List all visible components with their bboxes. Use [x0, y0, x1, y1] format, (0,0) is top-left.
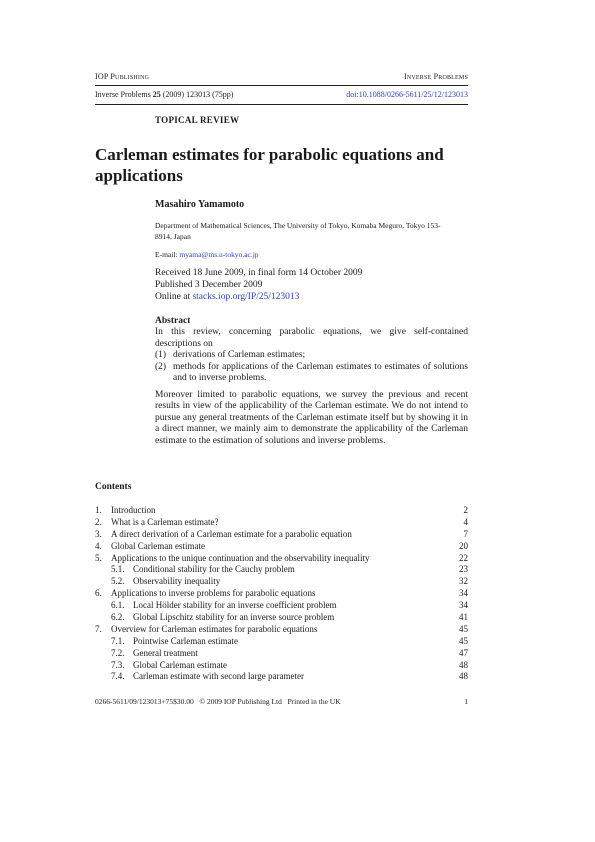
toc-page: 45: [459, 635, 468, 646]
section-label: TOPICAL REVIEW: [155, 115, 240, 125]
abstract-body: [155, 327, 468, 447]
publisher-name: IOP Publishing: [95, 72, 150, 81]
toc-page: 22: [459, 552, 468, 563]
toc-page: 48: [459, 671, 468, 682]
toc-subentry[interactable]: [95, 576, 468, 588]
toc-title: Observability inequality: [133, 576, 221, 587]
toc-title: Global Lipschitz stability for an inverse source problem: [133, 612, 335, 623]
email-label: E-mail:: [155, 250, 180, 259]
abstract-closing: Moreover limited to parabolic equations, we survey the previous and recent results in view of the applicability of the Carleman estimate. We do not intend to pursue any general treatments of the Carleman estimate itself but by showing it in a direct manner, we mainly aim to demonstrate the applicability of the Carleman estimate to the estimation of solutions and inverse problems.: [155, 389, 468, 446]
toc-subentry[interactable]: [95, 636, 468, 648]
email-link[interactable]: myama@ms.u-tokyo.ac.jp: [179, 250, 259, 259]
toc-number: 6.1.: [111, 600, 125, 611]
abstract-item-text: methods for applications of the Carleman estimates to estimates of solutions and to inverse problems.: [173, 361, 468, 383]
header-rule: [95, 85, 468, 86]
toc-entry[interactable]: [95, 529, 468, 541]
toc-number: 7.3.: [111, 659, 125, 670]
header-rule-bottom: [95, 104, 468, 105]
toc-entry[interactable]: [95, 541, 468, 553]
citation-volume: 25: [152, 90, 161, 99]
paper-title: Carleman estimates for parabolic equations and applications: [95, 145, 444, 185]
toc-page: 41: [459, 612, 468, 623]
toc-number: 5.2.: [111, 576, 125, 587]
contents-heading: Contents: [95, 482, 132, 492]
toc-page: 45: [459, 623, 468, 634]
toc-subentry[interactable]: [95, 648, 468, 660]
abstract-item: [155, 362, 468, 385]
toc-page: 48: [459, 659, 468, 670]
author-email: [155, 250, 259, 259]
toc-number: 3.: [95, 528, 102, 539]
toc-number: 1.: [95, 505, 102, 515]
toc-title: Introduction: [111, 505, 156, 515]
abstract-heading: Abstract: [155, 316, 191, 326]
toc-page: 4: [463, 516, 468, 527]
toc-title: Pointwise Carleman estimate: [133, 635, 238, 646]
toc-number: 7.4.: [111, 671, 125, 682]
toc-title: Global Carleman estimate: [133, 659, 227, 670]
toc-entry[interactable]: [95, 553, 468, 565]
toc-title: Overview for Carleman estimates for parabolic equations: [111, 623, 318, 634]
toc-number: 7.1.: [111, 635, 125, 646]
abstract-item-text: derivations of Carleman estimates;: [173, 350, 306, 360]
table-of-contents: [95, 505, 468, 683]
toc-number: 6.2.: [111, 612, 125, 623]
toc-title: Conditional stability for the Cauchy problem: [133, 564, 295, 575]
online-location: [155, 291, 362, 303]
toc-page: 7: [463, 528, 468, 539]
toc-title: Local Hölder stability for an inverse coefficient problem: [133, 600, 337, 611]
toc-page: 47: [459, 647, 468, 658]
citation-suffix: (2009) 123013 (75pp): [160, 90, 234, 99]
toc-number: 7.: [95, 623, 102, 634]
author-name: Masahiro Yamamoto: [155, 199, 245, 210]
toc-entry[interactable]: [95, 505, 468, 517]
toc-number: 7.2.: [111, 647, 125, 658]
toc-title: Applications to inverse problems for parabolic equations: [111, 588, 316, 599]
citation-prefix: Inverse Problems: [95, 90, 153, 99]
toc-title: Carleman estimate with second large parameter: [133, 671, 305, 682]
abstract-intro: In this review, concerning parabolic equations, we give self-contained descriptions on: [155, 327, 468, 349]
toc-subentry[interactable]: [95, 600, 468, 612]
toc-page: 32: [459, 576, 468, 587]
toc-subentry[interactable]: [95, 612, 468, 624]
toc-number: 2.: [95, 516, 102, 527]
toc-number: 6.: [95, 588, 102, 599]
toc-title: What is a Carleman estimate?: [111, 516, 219, 527]
toc-entry[interactable]: [95, 624, 468, 636]
doi-link[interactable]: doi:10.1088/0266-5611/25/12/123013: [346, 90, 468, 99]
abstract-item: [155, 350, 468, 362]
toc-page: 23: [459, 564, 468, 575]
toc-entry[interactable]: [95, 588, 468, 600]
journal-name: Inverse Problems: [404, 72, 468, 81]
author-affiliation: Department of Mathematical Sciences, The University of Tokyo, Komaba Meguro, Tokyo 153-8914, Japan: [155, 221, 441, 241]
page-number: 1: [464, 697, 468, 706]
toc-title: General treatment: [133, 647, 198, 658]
abstract-item-number: (2): [155, 361, 167, 372]
received-date: Received 18 June 2009, in final form 14 October 2009: [155, 268, 363, 278]
citation: [95, 90, 233, 99]
online-url-link[interactable]: stacks.iop.org/IP/25/123013: [192, 292, 300, 302]
toc-title: A direct derivation of a Carleman estimate for a parabolic equation: [111, 528, 352, 539]
abstract-item-number: (1): [155, 350, 167, 360]
toc-number: 4.: [95, 540, 102, 551]
toc-page: 2: [463, 505, 468, 515]
published-date: Published 3 December 2009: [155, 280, 263, 290]
toc-subentry[interactable]: [95, 564, 468, 576]
toc-entry[interactable]: [95, 517, 468, 529]
toc-page: 20: [459, 540, 468, 551]
toc-number: 5.1.: [111, 564, 125, 575]
online-label: Online at: [155, 292, 193, 302]
toc-subentry[interactable]: [95, 660, 468, 672]
toc-title: Global Carleman estimate: [111, 540, 205, 551]
toc-subentry[interactable]: [95, 671, 468, 683]
publication-dates: [155, 267, 362, 303]
footer-copyright: 0266-5611/09/123013+75$30.00 © 2009 IOP Publishing Ltd Printed in the UK: [95, 697, 341, 706]
toc-number: 5.: [95, 552, 102, 563]
toc-page: 34: [459, 600, 468, 611]
toc-title: Applications to the unique continuation and the observability inequality: [111, 552, 370, 563]
toc-page: 34: [459, 588, 468, 599]
